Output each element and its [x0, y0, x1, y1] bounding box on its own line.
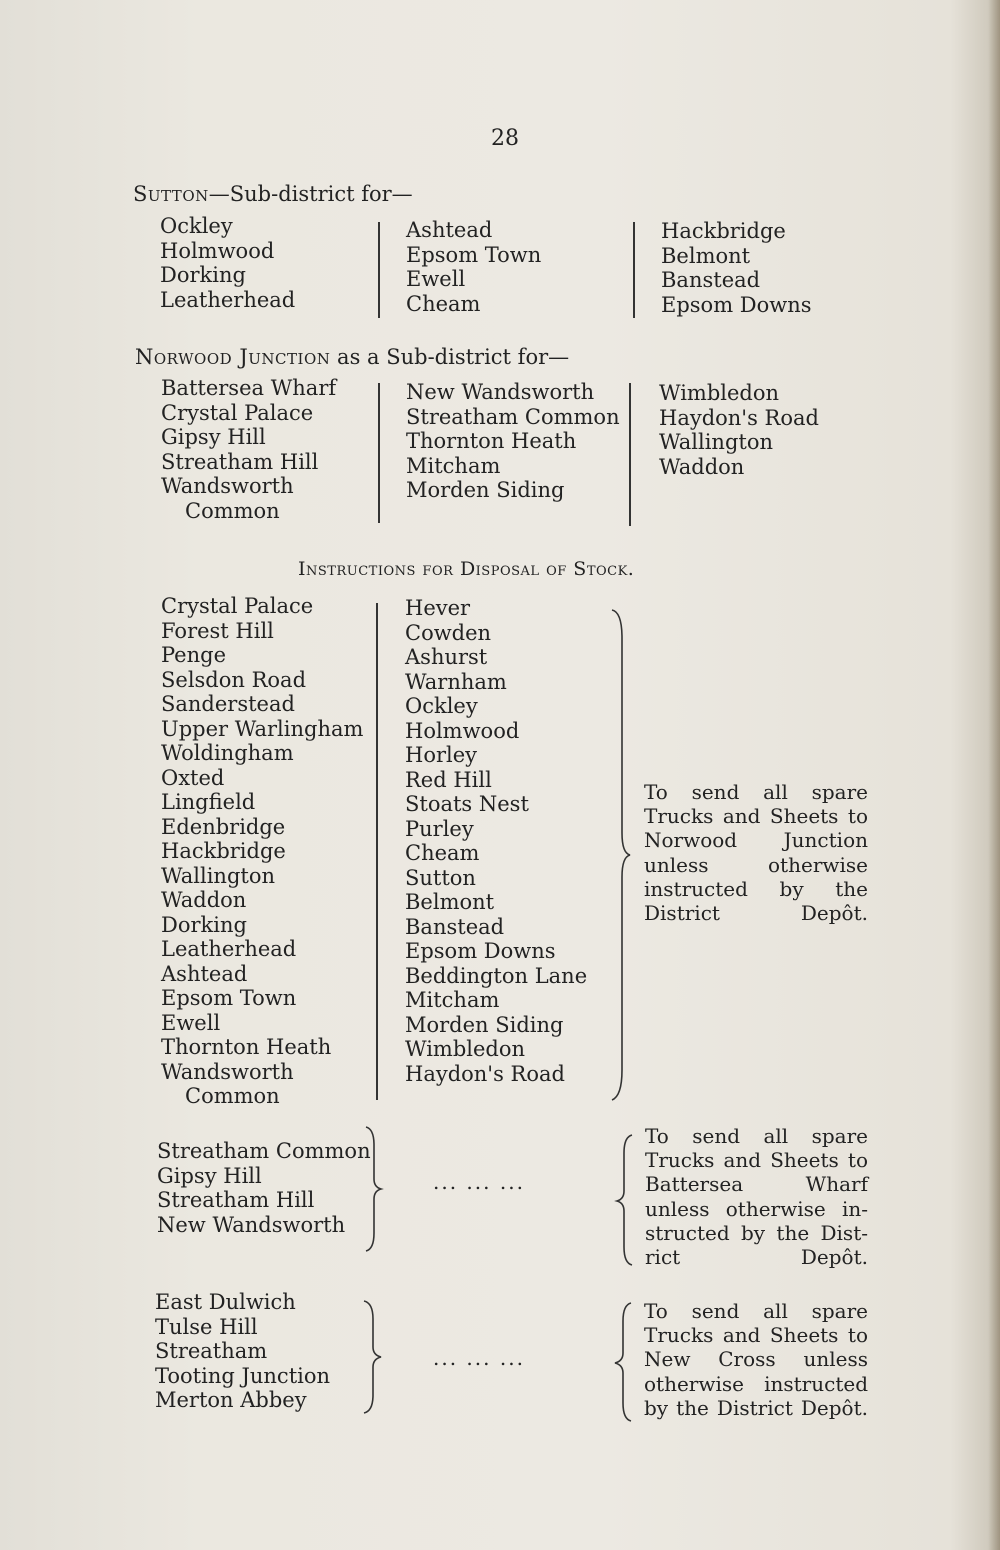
station-name: Wimbledon [405, 1037, 526, 1061]
station-name: Crystal Palace [161, 594, 314, 618]
station-name: Wimbledon [659, 381, 780, 405]
station-name: Merton Abbey [155, 1388, 307, 1412]
column-divider [376, 603, 378, 1100]
column-divider [378, 383, 380, 523]
station-name: Purley [405, 816, 474, 841]
station-name: Belmont [405, 890, 495, 914]
station-name: Thornton Heath [406, 429, 577, 453]
station-name: Leatherhead [161, 937, 297, 961]
disposal-group-1-column-1 [161, 594, 363, 1109]
station-name: Holmwood [405, 718, 520, 743]
note-line: Trucks and Sheets to [645, 1148, 868, 1173]
left-brace [616, 1133, 636, 1267]
sutton-heading-rest: —Sub-district for— [208, 182, 413, 206]
note-line: To send all spare [645, 1124, 868, 1148]
station-name: Lingfield [161, 790, 256, 814]
page-edge-shadow [988, 0, 1000, 1550]
station-name: Woldingham [161, 741, 294, 765]
station-name: Wandsworth [161, 1059, 294, 1084]
sutton-column-2 [406, 218, 541, 316]
leader-dots: ... ... ... [433, 1170, 525, 1194]
left-brace [614, 1301, 636, 1423]
station-name: Mitcham [406, 453, 501, 478]
station-name: Belmont [661, 243, 751, 268]
station-name: Banstead [661, 268, 761, 292]
norwood-heading-rest: as a Sub-district for— [330, 345, 570, 369]
station-name: Ashurst [405, 645, 488, 669]
station-name: Morden Siding [406, 478, 565, 502]
note-line: by the District Depôt. [644, 1395, 868, 1420]
note-line: rict Depôt. [645, 1244, 868, 1269]
station-name: Edenbridge [161, 814, 286, 839]
station-name: Streatham Hill [157, 1188, 315, 1212]
station-name: Streatham Common [157, 1139, 371, 1163]
station-name: Dorking [160, 263, 246, 287]
station-name: Horley [405, 743, 478, 767]
station-name: Leatherhead [160, 287, 296, 312]
disposal-group-1-column-2 [405, 596, 587, 1086]
note-line: To send all spare [644, 1299, 868, 1323]
norwood-column-1 [161, 376, 336, 523]
station-name: Haydon's Road [659, 405, 819, 430]
station-name: Ewell [161, 1010, 221, 1035]
station-name: Tulse Hill [155, 1314, 258, 1339]
station-name: Epsom Town [161, 986, 297, 1010]
disposal-note-battersea [645, 1124, 868, 1269]
station-name: Sutton [405, 865, 476, 890]
station-name: Hackbridge [161, 839, 286, 863]
station-name: Ewell [406, 267, 466, 291]
station-name: Cheam [405, 841, 480, 865]
sutton-column-1 [160, 214, 295, 312]
station-name: Epsom Downs [661, 292, 812, 317]
instructions-title: Instructions for Disposal of Stock. [298, 558, 635, 580]
station-name: Morden Siding [405, 1012, 564, 1037]
station-name: Wandsworth [161, 474, 294, 498]
note-line: District Depôt. [644, 900, 868, 925]
right-brace [362, 1299, 384, 1415]
right-brace [608, 608, 632, 1102]
right-brace [364, 1125, 384, 1253]
station-name: Haydon's Road [405, 1061, 565, 1086]
sutton-column-3 [661, 219, 812, 317]
note-line: Battersea Wharf [645, 1172, 868, 1197]
disposal-group-3-stations [155, 1290, 330, 1413]
note-line: New Cross unless [644, 1347, 868, 1372]
station-name: Ashtead [161, 961, 248, 986]
station-name: Waddon [161, 888, 247, 912]
column-divider [633, 222, 635, 318]
note-line: Norwood Junction [644, 828, 868, 853]
note-line: instructed by the [644, 876, 868, 901]
station-name: Battersea Wharf [161, 376, 337, 400]
station-name: Forest Hill [161, 618, 274, 643]
disposal-group-2-stations [157, 1139, 371, 1237]
note-line: structed by the Dist- [645, 1220, 868, 1245]
norwood-column-2 [406, 380, 620, 503]
sutton-heading-name: Sutton [133, 182, 209, 206]
station-name: Banstead [405, 914, 505, 939]
norwood-heading [135, 345, 569, 369]
station-name: Streatham Hill [161, 449, 319, 474]
station-name: Upper Warlingham [161, 716, 364, 741]
station-name: Gipsy Hill [157, 1163, 262, 1188]
station-name: Red Hill [405, 767, 492, 792]
station-name: Beddington Lane [405, 963, 588, 988]
station-name: Hever [405, 596, 471, 620]
station-name: Streatham Common [406, 404, 620, 429]
note-line: unless otherwise [644, 852, 868, 877]
disposal-note-new-cross [644, 1299, 868, 1420]
station-name: Gipsy Hill [161, 425, 266, 449]
note-line: Trucks and Sheets to [644, 1323, 868, 1348]
station-name: Wallington [659, 430, 774, 454]
sutton-heading [133, 182, 413, 206]
note-line: unless otherwise in- [645, 1196, 868, 1221]
leader-dots: ... ... ... [433, 1346, 525, 1370]
note-line: To send all spare [644, 780, 868, 804]
station-name-continuation: Common [185, 498, 280, 523]
station-name: Waddon [659, 454, 745, 479]
station-name: Oxted [161, 765, 225, 790]
disposal-note-norwood [644, 780, 868, 925]
station-name: Streatham [155, 1339, 268, 1363]
station-name: Ockley [405, 694, 478, 718]
station-name: Thornton Heath [161, 1035, 332, 1059]
page-number: 28 [491, 126, 519, 151]
station-name: Crystal Palace [161, 400, 314, 425]
station-name: Cheam [406, 291, 481, 316]
column-divider [629, 383, 631, 526]
station-name: Tooting Junction [155, 1363, 331, 1388]
station-name: Sanderstead [161, 692, 295, 716]
station-name: Dorking [161, 912, 247, 937]
column-divider [378, 222, 380, 318]
station-name: Warnham [405, 669, 507, 694]
station-name: Penge [161, 643, 227, 667]
station-name: Wallington [161, 863, 276, 888]
station-name: Ashtead [406, 218, 493, 242]
note-line: Trucks and Sheets to [644, 804, 868, 829]
station-name: Hackbridge [661, 219, 786, 243]
station-name: Holmwood [160, 238, 275, 263]
station-name: Selsdon Road [161, 667, 307, 692]
station-name-continuation: Common [185, 1084, 280, 1108]
norwood-heading-name: Norwood Junction [135, 345, 331, 369]
note-line: otherwise instructed [644, 1371, 868, 1396]
station-name: Epsom Town [406, 242, 542, 267]
station-name: New Wandsworth [157, 1212, 346, 1237]
station-name: New Wandsworth [406, 380, 595, 404]
norwood-column-3 [659, 381, 819, 479]
station-name: Epsom Downs [405, 939, 556, 963]
station-name: Cowden [405, 620, 492, 645]
station-name: East Dulwich [155, 1290, 296, 1314]
station-name: Ockley [160, 214, 233, 238]
station-name: Mitcham [405, 988, 500, 1012]
station-name: Stoats Nest [405, 792, 529, 816]
